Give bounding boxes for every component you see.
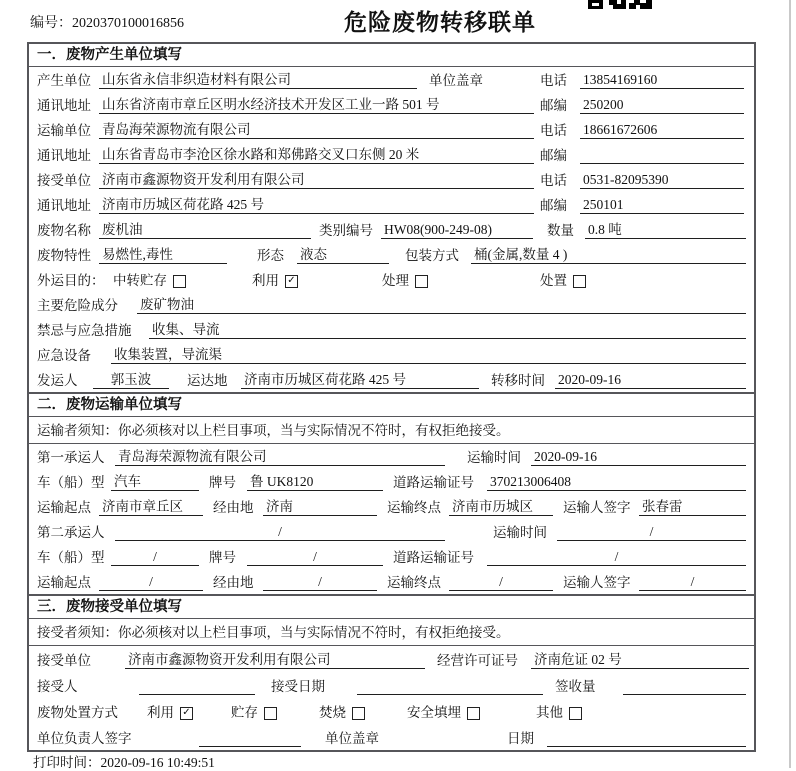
zip-label: 邮编 (540, 148, 567, 163)
section2-header: 二．废物运输单位填写 (29, 392, 754, 417)
transport-time-value: 2020-09-16 (531, 449, 746, 466)
row-responsible-signature (29, 724, 754, 750)
disposal-method-label: 废物处置方式 (37, 705, 118, 720)
road-permit-value: 370213006408 (487, 474, 746, 491)
row-transport-unit (29, 117, 754, 142)
plate-number-value: 鲁 UK8120 (247, 474, 383, 491)
form-state-label: 形态 (257, 248, 284, 263)
received-quantity-value (623, 679, 746, 695)
via-label: 经由地 (213, 500, 254, 515)
waste-property-value: 易燃性,毒性 (99, 247, 227, 264)
incinerate-checkbox (352, 707, 365, 720)
producer-unit-label: 产生单位 (37, 73, 91, 88)
terminus-value: / (449, 574, 553, 591)
transfer-purpose-label: 外运目的： (37, 273, 105, 288)
print-time-value: 2020-09-16 10:49:51 (100, 755, 215, 770)
consignor-label: 发运人 (37, 373, 78, 388)
section3-header: 三．废物接受单位填写 (29, 594, 754, 619)
print-time-label: 打印时间： (33, 755, 101, 770)
row-waste-property (29, 242, 754, 267)
row-waste-name (29, 217, 754, 242)
destination-value: 济南市历城区荷花路 425 号 (241, 372, 479, 389)
road-permit-label: 道路运输证号 (393, 475, 474, 490)
manifest-form-table (27, 42, 756, 752)
row-transport-address (29, 142, 754, 167)
via-value: / (263, 574, 377, 591)
page-edge-line (789, 0, 791, 768)
zip-value: 250200 (580, 97, 744, 114)
waste-name-label: 废物名称 (37, 223, 91, 238)
row-transport-route-1 (29, 494, 754, 519)
transport-time-label: 运输时间 (493, 525, 547, 540)
zip-label: 邮编 (540, 198, 567, 213)
utilize-checkbox: ✓ (180, 707, 193, 720)
second-carrier-label: 第二承运人 (37, 525, 105, 540)
received-quantity-label: 签收量 (555, 679, 596, 694)
row-emergency-measures (29, 317, 754, 342)
unit-seal-label: 单位盖章 (429, 73, 483, 88)
second-carrier-value: / (115, 524, 445, 541)
transporter-notice: 运输者须知：你必须核对以上栏目事项，当与实际情况不符时，有权拒绝接受。 (29, 417, 754, 444)
waste-property-label: 废物特性 (37, 248, 91, 263)
phone-label: 电话 (540, 123, 567, 138)
unit-seal-label: 单位盖章 (325, 731, 379, 746)
document-header (0, 0, 796, 42)
first-carrier-value: 青岛海荣源物流有限公司 (115, 449, 445, 466)
origin-value: / (99, 574, 203, 591)
row-vehicle-type-2 (29, 544, 754, 569)
transporter-signature-value: 张春雷 (639, 499, 746, 516)
option-utilize (252, 273, 298, 289)
row-consignor (29, 367, 754, 392)
responsible-signature-value (199, 731, 301, 747)
row-receiver-unit (29, 167, 754, 192)
road-permit-value: / (487, 549, 746, 566)
row-receiver-address (29, 192, 754, 217)
transport-unit-value: 青岛海荣源物流有限公司 (99, 122, 534, 139)
zip-value: 250101 (580, 197, 744, 214)
producer-unit-value: 山东省永信非织造材料有限公司 (99, 72, 417, 89)
address-value: 济南市历城区荷花路 425 号 (99, 197, 534, 214)
address-value: 山东省青岛市李沧区徐水路和郑佛路交叉口东侧 20 米 (99, 147, 534, 164)
phone-label: 电话 (540, 173, 567, 188)
emergency-equipment-label: 应急设备 (37, 348, 91, 363)
transfer-time-label: 转移时间 (491, 373, 545, 388)
transfer-time-value: 2020-09-16 (555, 372, 746, 389)
transit-storage-checkbox (173, 275, 186, 288)
packaging-label: 包装方式 (405, 248, 459, 263)
transporter-signature-label: 运输人签字 (563, 575, 631, 590)
waste-name-value: 废机油 (99, 222, 311, 239)
plate-number-label: 牌号 (209, 475, 236, 490)
row-vehicle-type-1 (29, 469, 754, 494)
responsible-signature-label: 单位负责人签字 (37, 731, 132, 746)
option-label: 焚烧 (319, 705, 346, 720)
terminus-label: 运输终点 (387, 500, 441, 515)
qr-code-fragment-icon (588, 0, 652, 11)
row-hazard-component (29, 292, 754, 317)
form-state-value: 液态 (297, 247, 389, 264)
receiver-unit-label: 接受单位 (37, 173, 91, 188)
accepting-unit-value: 济南市鑫源物资开发利用有限公司 (125, 652, 425, 669)
category-code-label: 类别编号 (319, 223, 373, 238)
date-label: 日期 (507, 731, 534, 746)
row-second-carrier (29, 519, 754, 544)
acceptor-value (139, 679, 255, 695)
vehicle-type-value: / (111, 549, 199, 566)
address-value: 山东省济南市章丘区明水经济技术开发区工业一路 501 号 (99, 97, 534, 114)
option-label: 利用 (147, 705, 174, 720)
road-permit-label: 道路运输证号 (393, 550, 474, 565)
row-emergency-equipment (29, 342, 754, 367)
receiver-notice: 接受者须知：你必须核对以上栏目事项，当与实际情况不符时，有权拒绝接受。 (29, 619, 754, 646)
option-label: 中转贮存 (113, 273, 167, 288)
row-acceptor (29, 672, 754, 698)
zip-value (580, 148, 744, 164)
address-label: 通讯地址 (37, 148, 91, 163)
option-storage (231, 705, 277, 721)
phone-value: 13854169160 (580, 72, 744, 89)
option-label: 贮存 (231, 705, 258, 720)
option-other (536, 705, 582, 721)
transport-time-value: / (557, 524, 746, 541)
destination-label: 运达地 (187, 373, 228, 388)
terminus-value: 济南市历城区 (449, 499, 553, 516)
emergency-measures-label: 禁忌与应急措施 (37, 323, 132, 338)
origin-label: 运输起点 (37, 500, 91, 515)
quantity-value: 0.8 吨 (585, 222, 746, 239)
phone-value: 0531-82095390 (580, 172, 744, 189)
row-producer-address (29, 92, 754, 117)
acceptor-label: 接受人 (37, 679, 78, 694)
treat-checkbox (415, 275, 428, 288)
page-title: 危险废物转移联单 (344, 10, 536, 35)
option-label: 处置 (540, 273, 567, 288)
row-disposal-method (29, 698, 754, 724)
transporter-signature-label: 运输人签字 (563, 500, 631, 515)
phone-label: 电话 (540, 73, 567, 88)
accept-date-value (357, 679, 543, 695)
dispose-checkbox (573, 275, 586, 288)
origin-label: 运输起点 (37, 575, 91, 590)
emergency-equipment-value: 收集装置，导流渠 (111, 347, 746, 364)
option-landfill (407, 705, 480, 721)
accepting-unit-label: 接受单位 (37, 653, 91, 668)
transport-time-label: 运输时间 (467, 450, 521, 465)
print-time (33, 751, 215, 771)
other-checkbox (569, 707, 582, 720)
via-value: 济南 (263, 499, 377, 516)
consignor-value: 郭玉波 (93, 372, 169, 389)
transport-unit-label: 运输单位 (37, 123, 91, 138)
receiver-unit-value: 济南市鑫源物资开发利用有限公司 (99, 172, 534, 189)
plate-number-label: 牌号 (209, 550, 236, 565)
address-label: 通讯地址 (37, 198, 91, 213)
option-label: 其他 (536, 705, 563, 720)
category-code-value: HW08(900-249-08) (381, 222, 533, 239)
document-number (30, 12, 184, 32)
terminus-label: 运输终点 (387, 575, 441, 590)
date-value (547, 731, 746, 747)
address-label: 通讯地址 (37, 98, 91, 113)
license-number-label: 经营许可证号 (437, 653, 518, 668)
quantity-label: 数量 (547, 223, 574, 238)
document-number-value: 2020370100016856 (72, 16, 184, 31)
vehicle-type-label: 车（船）型 (37, 550, 105, 565)
first-carrier-label: 第一承运人 (37, 450, 105, 465)
option-label: 安全填埋 (407, 705, 461, 720)
option-treat (382, 273, 428, 289)
landfill-checkbox (467, 707, 480, 720)
license-number-value: 济南危证 02 号 (531, 652, 749, 669)
plate-number-value: / (247, 549, 383, 566)
transporter-signature-value: / (639, 574, 746, 591)
option-label: 处理 (382, 273, 409, 288)
packaging-value: 桶(金属,数量 4 ) (471, 247, 746, 264)
option-utilize (147, 705, 193, 721)
hazard-component-value: 废矿物油 (137, 297, 746, 314)
accept-date-label: 接受日期 (271, 679, 325, 694)
option-transit-storage (113, 273, 186, 289)
phone-value: 18661672606 (580, 122, 744, 139)
option-incinerate (319, 705, 365, 721)
row-producer-unit (29, 67, 754, 92)
hazard-component-label: 主要危险成分 (37, 298, 118, 313)
zip-label: 邮编 (540, 98, 567, 113)
section1-header: 一．废物产生单位填写 (29, 44, 754, 67)
emergency-measures-value: 收集、导流 (149, 322, 746, 339)
row-transfer-purpose (29, 267, 754, 292)
option-label: 利用 (252, 273, 279, 288)
storage-checkbox (264, 707, 277, 720)
option-dispose (540, 273, 586, 289)
row-first-carrier (29, 444, 754, 469)
origin-value: 济南市章丘区 (99, 499, 203, 516)
document-number-label: 编号： (30, 16, 72, 31)
vehicle-type-value: 汽车 (111, 474, 199, 491)
utilize-checkbox: ✓ (285, 275, 298, 288)
row-transport-route-2 (29, 569, 754, 594)
via-label: 经由地 (213, 575, 254, 590)
row-accepting-unit (29, 646, 754, 672)
vehicle-type-label: 车（船）型 (37, 475, 105, 490)
